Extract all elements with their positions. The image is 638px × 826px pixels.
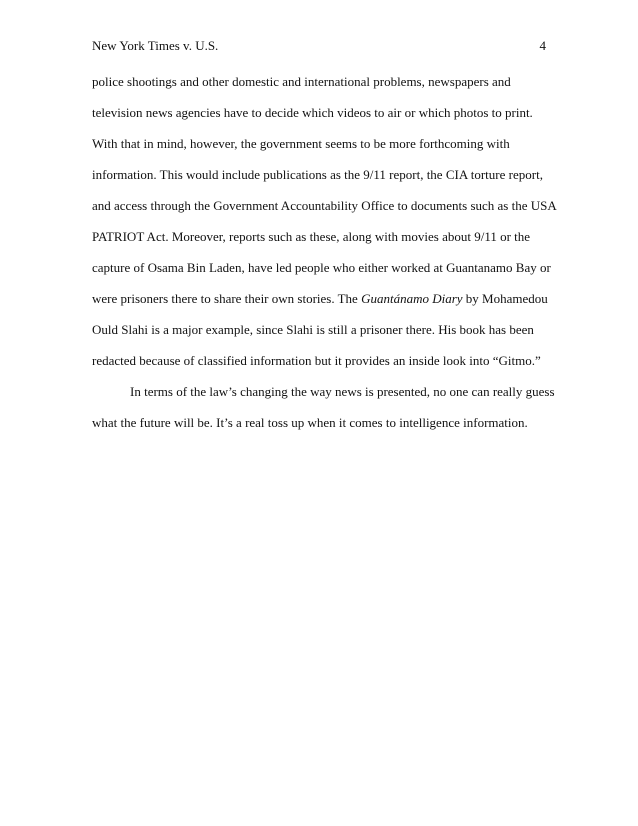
text-line: what the future will be. It’s a real toss up when it comes to intelligence information. [92,415,528,430]
text-line: capture of Osama Bin Laden, have led people who either worked at Guantanamo Bay or [92,260,551,275]
paragraph-first-line: In terms of the law’s changing the way news is presented, no one can really guess [130,384,555,399]
book-title: Guantánamo Diary [361,291,463,306]
text-line [92,285,552,316]
text-line: Ould Slahi is a major example, since Slahi is still a prisoner there. His book has been [92,322,534,337]
text-line: television news agencies have to decide which videos to air or which photos to print. [92,105,533,120]
text-line: and access through the Government Accountability Office to documents such as the USA [92,198,557,213]
running-head [92,36,546,56]
text-line: police shootings and other domestic and international problems, newspapers and [92,74,511,89]
text-line-end: by Mohamedou [462,291,548,306]
text-line: PATRIOT Act. Moreover, reports such as these, along with movies about 9/11 or the [92,229,531,244]
text-line: redacted because of classified information but it provides an inside look into “Gitmo.” [92,353,541,368]
running-title: New York Times v. U.S. [92,38,219,53]
text-line-start: were prisoners there to share their own stories. The [92,291,362,306]
text-line: information. This would include publications as the 9/11 report, the CIA torture report, [92,167,543,182]
page-number: 4 [539,38,546,53]
text-line: With that in mind, however, the government seems to be more forthcoming with [92,136,510,151]
body-text [92,68,557,440]
